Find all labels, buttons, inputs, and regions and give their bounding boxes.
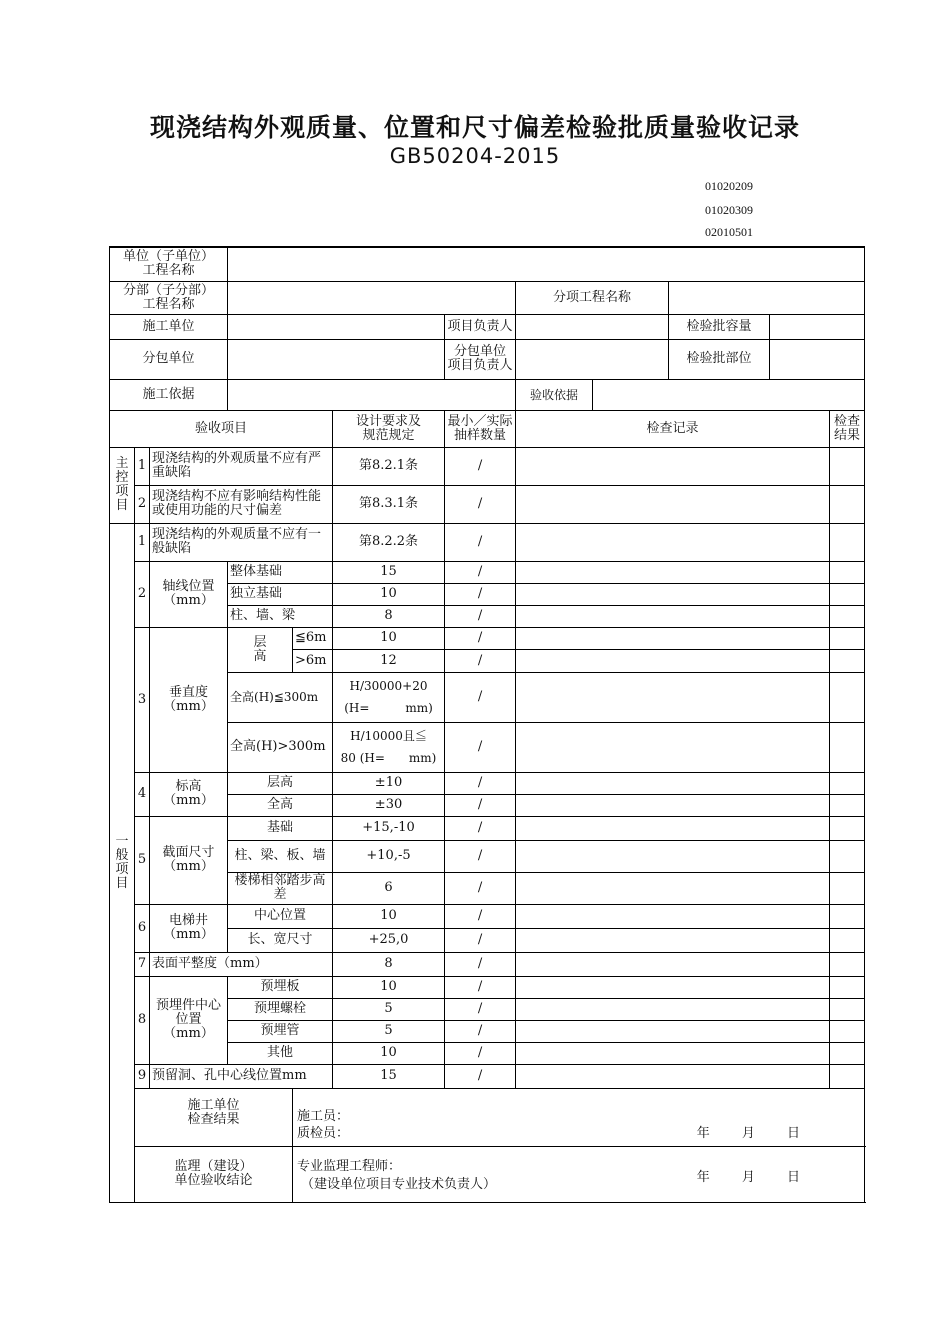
sub-item-req: H/10000且≦ 80 (H= mm) [333,722,445,772]
sub-item-record[interactable] [516,649,830,672]
subcontractor-label: 分包单位 [110,339,228,379]
general-item-name: 表面平整度（mm） [150,952,333,976]
main-item-no: 1 [135,447,150,485]
build-basis-value[interactable] [228,379,516,410]
general-items-label: 一般项目 [110,523,135,1202]
sub-item-record[interactable] [516,1042,830,1064]
sub-item-sample: / [445,840,516,872]
general-item-result[interactable] [830,523,865,561]
project-lead-label: 项目负责人 [445,314,516,339]
general-item-no: 5 [135,816,150,904]
unit-project-label: 单位（子单位） 工程名称 [110,247,228,281]
sub-item-record[interactable] [516,1020,830,1042]
main-item-name: 现浇结构不应有影响结构性能或使用功能的尺寸偏差 [150,485,333,523]
main-item-record[interactable] [516,447,830,485]
general-item-no: 9 [135,1064,150,1088]
general-item-no: 6 [135,904,150,952]
sub-item-result[interactable] [830,649,865,672]
sub-item-sample: / [445,561,516,583]
general-item-record[interactable] [516,952,830,976]
sub-item-result[interactable] [830,605,865,627]
sub-lead-value[interactable] [516,339,669,379]
general-item-no: 1 [135,523,150,561]
sub-item-result[interactable] [830,928,865,952]
sub-project-value[interactable] [228,281,516,314]
builder-label: 施工单位 [110,314,228,339]
builder-value[interactable] [228,314,445,339]
general-item-record[interactable] [516,1064,830,1088]
sub-item-sample: / [445,1020,516,1042]
sub-item-sample: / [445,928,516,952]
general-item-record[interactable] [516,523,830,561]
main-item-result[interactable] [830,485,865,523]
sub-item-result[interactable] [830,872,865,904]
sub-item-name: 全高 [228,794,333,816]
item-project-label: 分项工程名称 [516,281,669,314]
main-item-req: 第8.2.1条 [333,447,445,485]
sub-item-name: 中心位置 [228,904,333,928]
form-code-2: 01020309 [705,203,753,217]
sub-item-result[interactable] [830,976,865,998]
builder-date: 年 月 日 [696,1125,815,1141]
sub-item-name: 柱、墙、梁 [228,605,333,627]
sub-item-name: ≦6m [293,627,333,649]
sub-item-req: 10 [333,904,445,928]
sub-item-result[interactable] [830,583,865,605]
general-item-no: 8 [135,976,150,1064]
project-lead-value[interactable] [516,314,669,339]
sub-item-result[interactable] [830,722,865,772]
sub-item-result[interactable] [830,672,865,722]
batch-capacity-label: 检验批容量 [669,314,770,339]
main-item-record[interactable] [516,485,830,523]
sub-item-sample: / [445,872,516,904]
worker-label: 施工员： [297,1108,350,1124]
sub-item-req: ±10 [333,772,445,794]
sub-item-record[interactable] [516,794,830,816]
floor-height-label: 层高 [228,627,293,672]
sub-item-sample: / [445,649,516,672]
batch-location-value[interactable] [770,339,865,379]
sub-item-sample: / [445,794,516,816]
general-item-name: 标高 （mm） [150,772,228,816]
supervisor-conclusion-label: 监理（建设） 单位验收结论 [135,1146,293,1202]
accept-basis-value[interactable] [593,379,865,410]
sub-item-sample: / [445,605,516,627]
main-item-no: 2 [135,485,150,523]
general-item-name: 现浇结构的外观质量不应有一般缺陷 [150,523,333,561]
subcontractor-value[interactable] [228,339,445,379]
inspector-label: 质检员： [297,1125,350,1141]
sub-item-record[interactable] [516,840,830,872]
sub-item-record[interactable] [516,672,830,722]
col-sample: 最小／实际 抽样数量 [445,410,516,447]
sub-item-sample: / [445,627,516,649]
general-item-req: 15 [333,1064,445,1088]
accept-basis-label: 验收依据 [516,379,593,410]
sub-item-req: 10 [333,583,445,605]
batch-location-label: 检验批部位 [669,339,770,379]
sub-lead-label: 分包单位 项目负责人 [445,339,516,379]
general-item-no: 3 [135,627,150,772]
sub-item-req: 10 [333,1042,445,1064]
sub-item-name: 层高 [228,772,333,794]
sub-item-sample: / [445,583,516,605]
main-item-req: 第8.3.1条 [333,485,445,523]
form-code-3: 02010501 [705,225,753,239]
sub-item-sample: / [445,772,516,794]
owner-rep-label: （建设单位项目专业技术负责人） [301,1176,497,1192]
sub-item-req: 12 [333,649,445,672]
general-item-sample: / [445,1064,516,1088]
sub-item-result[interactable] [830,840,865,872]
batch-capacity-value[interactable] [770,314,865,339]
general-item-name: 预留洞、孔中心线位置mm [150,1064,333,1088]
sub-item-sample: / [445,672,516,722]
sub-item-req: ±30 [333,794,445,816]
builder-result-label: 施工单位 检查结果 [135,1088,293,1146]
sub-item-req: 8 [333,605,445,627]
sub-item-req: +15,-10 [333,816,445,840]
sub-item-req: H/30000+20 (H= mm) [333,672,445,722]
page-title: 现浇结构外观质量、位置和尺寸偏差检验批质量验收记录 [149,113,800,142]
sub-item-name: 长、宽尺寸 [228,928,333,952]
general-item-req: 第8.2.2条 [333,523,445,561]
main-item-result[interactable] [830,447,865,485]
unit-project-value[interactable] [228,247,865,281]
sub-item-result[interactable] [830,816,865,840]
sub-item-result[interactable] [830,998,865,1020]
sub-item-req: 10 [333,627,445,649]
col-record: 检查记录 [516,410,830,447]
sub-item-name: 其他 [228,1042,333,1064]
build-basis-label: 施工依据 [110,379,228,410]
inspection-form [109,246,865,1203]
sub-item-name: 基础 [228,816,333,840]
sub-item-record[interactable] [516,627,830,649]
general-item-result[interactable] [830,952,865,976]
general-item-name: 电梯井 （mm） [150,904,228,952]
general-item-name: 垂直度 （mm） [150,627,228,772]
col-requirement: 设计要求及 规范规定 [333,410,445,447]
sub-item-result[interactable] [830,1020,865,1042]
supervisor-conclusion-area[interactable] [293,1146,865,1202]
sub-item-name: 楼梯相邻踏步高差 [228,872,333,904]
general-item-name: 预埋件中心位置 （mm） [150,976,228,1064]
sub-item-sample: / [445,816,516,840]
sub-item-record[interactable] [516,722,830,772]
form-code-1: 01020209 [705,179,753,193]
sub-item-record[interactable] [516,583,830,605]
sub-item-record[interactable] [516,816,830,840]
general-item-sample: / [445,952,516,976]
sub-item-result[interactable] [830,561,865,583]
engineer-label: 专业监理工程师： [297,1158,402,1174]
sub-item-name: 柱、梁、板、墙 [228,840,333,872]
sub-item-record[interactable] [516,904,830,928]
sub-item-name: 整体基础 [228,561,333,583]
general-item-name: 截面尺寸 （mm） [150,816,228,904]
main-item-sample: / [445,447,516,485]
sub-item-req: 5 [333,998,445,1020]
standard-code: GB50204-2015 [389,144,561,168]
sub-item-result[interactable] [830,627,865,649]
sub-item-sample: / [445,998,516,1020]
sub-item-record[interactable] [516,928,830,952]
general-item-req: 8 [333,952,445,976]
sub-item-name: >6m [293,649,333,672]
sub-item-name: 全高(H)≦300m [228,672,333,722]
sub-item-record[interactable] [516,872,830,904]
col-result: 检查 结果 [830,410,865,447]
sub-item-sample: / [445,722,516,772]
sub-item-name: 预埋管 [228,1020,333,1042]
sub-item-result[interactable] [830,794,865,816]
sub-item-name: 预埋螺栓 [228,998,333,1020]
item-project-value[interactable] [669,281,865,314]
sub-item-req: 6 [333,872,445,904]
sub-item-result[interactable] [830,1042,865,1064]
sub-item-sample: / [445,904,516,928]
general-item-no: 7 [135,952,150,976]
supervisor-date: 年 月 日 [696,1169,815,1185]
sub-item-req: 15 [333,561,445,583]
sub-item-record[interactable] [516,561,830,583]
sub-item-name: 全高(H)>300m [228,722,333,772]
general-item-sample: / [445,523,516,561]
general-item-no: 4 [135,772,150,816]
sub-item-name: 独立基础 [228,583,333,605]
main-item-sample: / [445,485,516,523]
sub-item-result[interactable] [830,904,865,928]
sub-item-req: +10,-5 [333,840,445,872]
sub-item-req: 10 [333,976,445,998]
col-item: 验收项目 [110,410,333,447]
general-item-name: 轴线位置 （mm） [150,561,228,627]
sub-item-sample: / [445,1042,516,1064]
sub-item-record[interactable] [516,605,830,627]
sub-item-sample: / [445,976,516,998]
sub-project-label: 分部（子分部） 工程名称 [110,281,228,314]
general-item-no: 2 [135,561,150,627]
main-items-label: 主控项目 [110,447,135,523]
sub-item-record[interactable] [516,976,830,998]
sub-item-record[interactable] [516,998,830,1020]
sub-item-name: 预埋板 [228,976,333,998]
main-item-name: 现浇结构的外观质量不应有严重缺陷 [150,447,333,485]
sub-item-result[interactable] [830,772,865,794]
sub-item-req: 5 [333,1020,445,1042]
general-item-result[interactable] [830,1064,865,1088]
builder-result-area[interactable] [293,1088,865,1146]
sub-item-req: +25,0 [333,928,445,952]
sub-item-record[interactable] [516,772,830,794]
